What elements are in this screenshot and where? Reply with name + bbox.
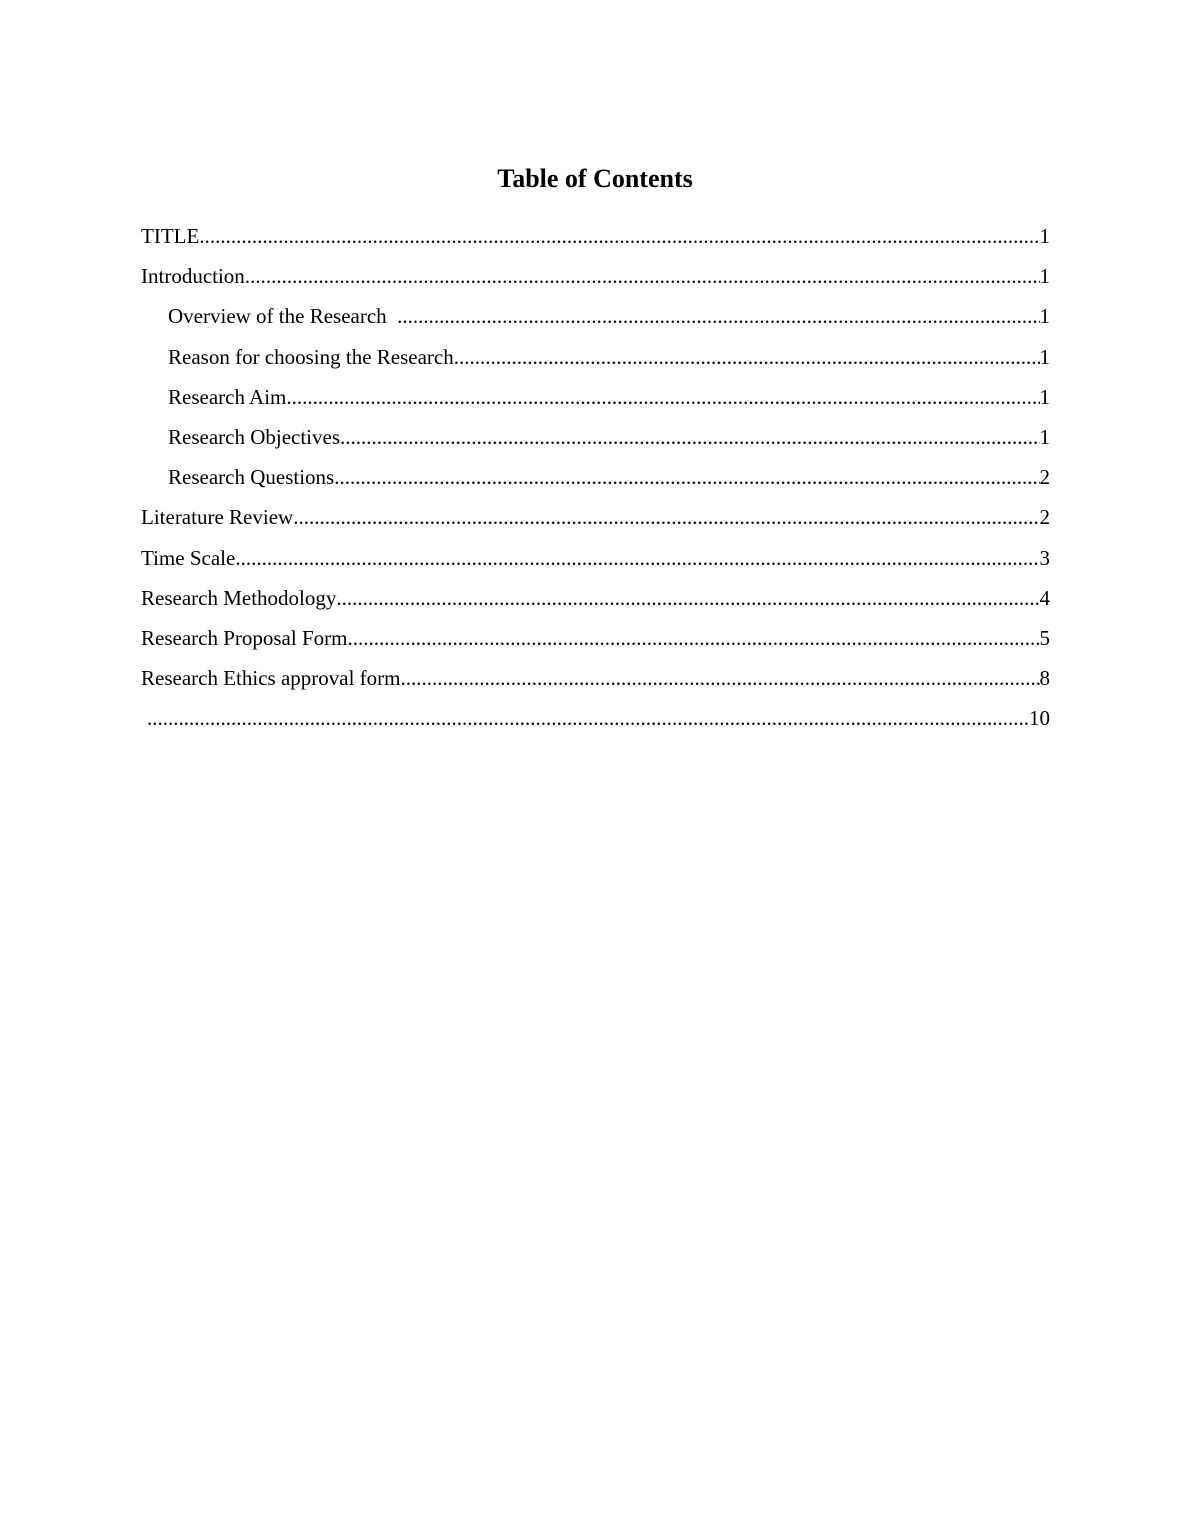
toc-dot-leader <box>286 381 1039 413</box>
toc-list <box>141 220 1050 742</box>
toc-dot-leader <box>334 461 1039 493</box>
toc-entry-page: 5 <box>1039 625 1050 650</box>
toc-dot-leader <box>401 662 1040 694</box>
toc-entry-label: TITLE <box>141 224 200 248</box>
toc-entry-label: Research Aim <box>168 384 287 409</box>
toc-entry-label: Research Objectives <box>168 424 341 449</box>
toc-dot-leader <box>245 260 1040 292</box>
toc-entry-page: 1 <box>1039 264 1050 289</box>
toc-entry-reason-for-choosing-the-research[interactable] <box>141 341 1050 381</box>
toc-dot-leader <box>397 300 1039 332</box>
toc-entry-overview-of-the-research[interactable] <box>141 300 1050 340</box>
toc-entry-page: 8 <box>1039 666 1050 691</box>
toc-entry-label: Research Proposal Form <box>141 625 348 650</box>
toc-entry-page: 2 <box>1039 505 1050 530</box>
toc-heading: Table of Contents <box>497 164 693 193</box>
toc-entry-research-aim[interactable] <box>141 381 1050 421</box>
toc-dot-leader <box>199 220 1039 252</box>
toc-entry-page: 1 <box>1039 304 1050 329</box>
toc-entry-label: Literature Review <box>141 505 294 530</box>
toc-entry-research-proposal-form[interactable] <box>141 622 1050 662</box>
toc-entry-research-questions[interactable] <box>141 461 1050 501</box>
toc-entry-research-ethics-approval-form[interactable] <box>141 662 1050 702</box>
toc-entry-label: Research Methodology <box>141 585 337 610</box>
toc-entry-time-scale[interactable] <box>141 542 1050 582</box>
toc-entry-title[interactable] <box>141 220 1050 260</box>
toc-entry-label: Reason for choosing the Research <box>168 344 454 369</box>
toc-entry-page: 1 <box>1039 384 1050 409</box>
toc-entry-introduction[interactable] <box>141 260 1050 300</box>
toc-dot-leader <box>347 622 1039 654</box>
toc-entry-page: 10 <box>1029 706 1050 731</box>
toc-dot-leader <box>235 542 1039 574</box>
toc-entry-label: Research Questions <box>168 465 335 490</box>
toc-dot-leader <box>336 582 1039 614</box>
toc-entry-label: Overview of the Research <box>168 304 398 329</box>
toc-dot-leader <box>340 421 1039 453</box>
toc-dot-leader <box>293 501 1039 533</box>
toc-entry-page: 1 <box>1039 424 1050 449</box>
toc-entry-literature-review[interactable] <box>141 501 1050 541</box>
toc-entry-page: 3 <box>1039 545 1050 570</box>
toc-entry-page: 2 <box>1039 465 1050 490</box>
toc-dot-leader <box>454 341 1040 373</box>
toc-dot-leader <box>147 702 1029 734</box>
toc-entry-research-methodology[interactable] <box>141 582 1050 622</box>
toc-entry-research-objectives[interactable] <box>141 421 1050 461</box>
toc-entry-page: 1 <box>1039 344 1050 369</box>
toc-entry-page: 4 <box>1039 585 1050 610</box>
toc-entry-label: Time Scale <box>141 545 236 570</box>
toc-entry-label: Introduction <box>141 264 245 289</box>
toc-entry-untitled[interactable] <box>141 702 1050 742</box>
toc-entry-label: Research Ethics approval form <box>141 666 401 691</box>
toc-entry-page: 1 <box>1039 224 1050 248</box>
